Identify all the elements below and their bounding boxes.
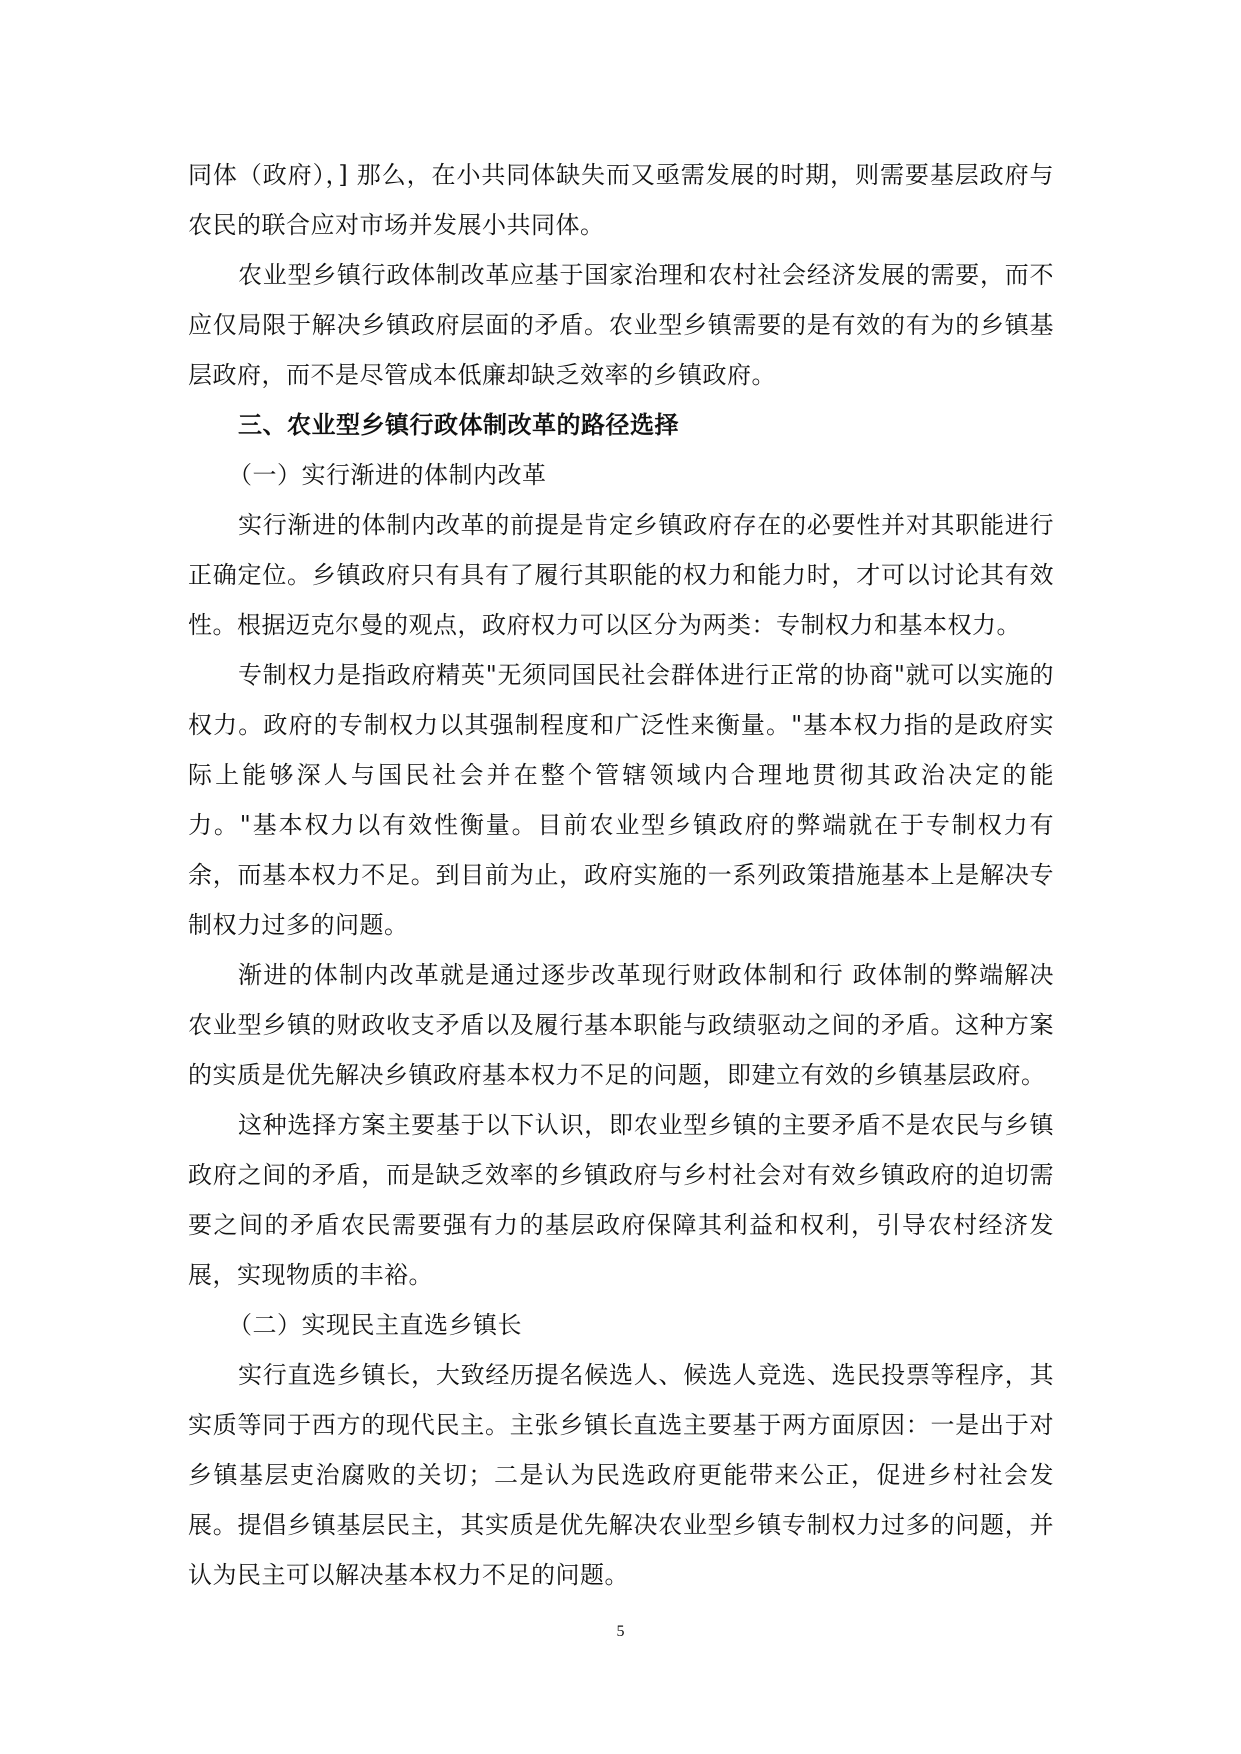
body-paragraph: 专制权力是指政府精英"无须同国民社会群体进行正常的协商"就可以实施的权力。政府的专制权力以其强制程度和广泛性来衡量。"基本权力指的是政府实际上能够深人与国民社会并在整个管辖领域内合理地贯彻其政治决定的能力。"基本权力以有效性衡量。目前农业型乡镇政府的弊端就在于专制权力有余，而基本权力不足。到目前为止，政府实施的一系列政策措施基本上是解决专制权力过多的问题。 xyxy=(188,661,1054,939)
body-paragraph: 农业型乡镇行政体制改革应基于国家治理和农村社会经济发展的需要，而不应仅局限于解决乡镇政府层面的矛盾。农业型乡镇需要的是有效的有为的乡镇基层政府，而不是尽管成本低廉却缺乏效率的乡镇政府。 xyxy=(188,261,1054,389)
paragraph-continuation: 同体（政府），] 那么，在小共同体缺失而又亟需发展的时期，则需要基层政府与农民的联合应对市场并发展小共同体。 xyxy=(188,161,1054,239)
subsection-heading: （二）实现民主直选乡镇长 xyxy=(228,1311,522,1339)
body-paragraph: 这种选择方案主要基于以下认识，即农业型乡镇的主要矛盾不是农民与乡镇政府之间的矛盾，而是缺乏效率的乡镇政府与乡村社会对有效乡镇政府的迫切需要之间的矛盾农民需要强有力的基层政府保障其利益和权利，引导农村经济发展，实现物质的丰裕。 xyxy=(188,1111,1054,1289)
document-body xyxy=(188,150,1054,1600)
body-paragraph: 实行渐进的体制内改革的前提是肯定乡镇政府存在的必要性并对其职能进行正确定位。乡镇政府只有具有了履行其职能的权力和能力时，才可以讨论其有效性。根据迈克尔曼的观点，政府权力可以区分为两类：专制权力和基本权力。 xyxy=(188,511,1054,639)
page-number: 5 xyxy=(616,1623,625,1640)
subsection-heading: （一）实行渐进的体制内改革 xyxy=(228,461,547,489)
section-heading: 三、农业型乡镇行政体制改革的路径选择 xyxy=(238,410,679,439)
body-paragraph: 渐进的体制内改革就是通过逐步改革现行财政体制和行 政体制的弊端解决农业型乡镇的财政收支矛盾以及履行基本职能与政绩驱动之间的矛盾。这种方案的实质是优先解决乡镇政府基本权力不足的问题，即建立有效的乡镇基层政府。 xyxy=(188,961,1054,1089)
body-paragraph: 实行直选乡镇长，大致经历提名候选人、候选人竞选、选民投票等程序，其实质等同于西方的现代民主。主张乡镇长直选主要基于两方面原因：一是出于对乡镇基层吏治腐败的关切；二是认为民选政府更能带来公正，促进乡村社会发展。提倡乡镇基层民主，其实质是优先解决农业型乡镇专制权力过多的问题，并认为民主可以解决基本权力不足的问题。 xyxy=(188,1361,1054,1589)
